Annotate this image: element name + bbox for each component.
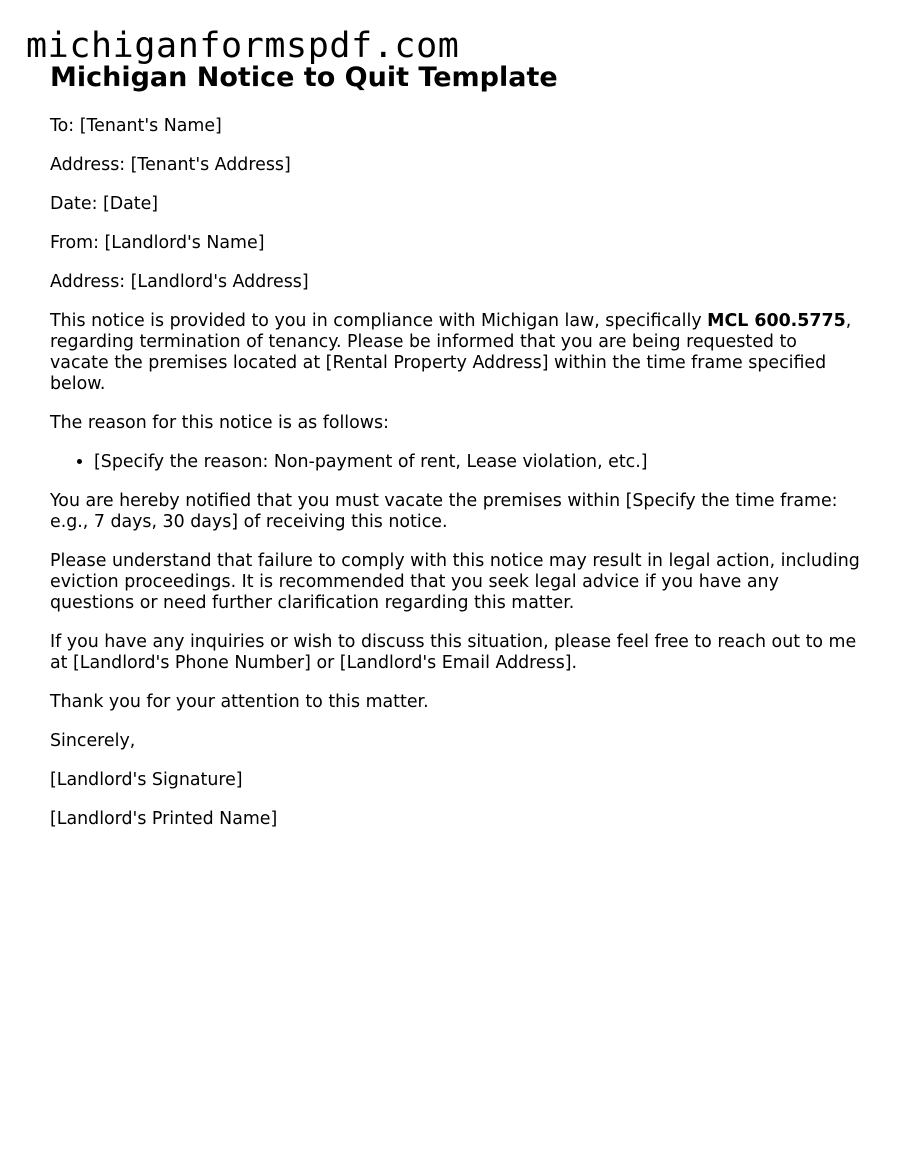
- thanks-line: Thank you for your attention to this matter.: [50, 692, 429, 712]
- site-watermark: michiganformspdf.com: [26, 26, 460, 66]
- compliance-paragraph: [50, 311, 860, 395]
- legal-paragraph: Please understand that failure to comply with this notice may result in legal action, including eviction proceedings. It is recommended that you seek legal advice if you have any questions or need further clarification regarding this matter.: [50, 551, 860, 613]
- reason-item: • [Specify the reason: Non-payment of rent, Lease violation, etc.]: [94, 452, 860, 473]
- from-line: From: [Landlord's Name]: [50, 233, 265, 253]
- compliance-text-after: , regarding termination of tenancy. Please be informed that you are being requested to vacate the premises located at [Rental Property Address] within the time frame specified below.: [50, 311, 852, 394]
- to-line: To: [Tenant's Name]: [50, 116, 222, 136]
- vacate-paragraph: You are hereby notified that you must vacate the premises within [Specify the time frame: e.g., 7 days, 30 days] of receiving this notice.: [50, 491, 838, 532]
- contact-paragraph: If you have any inquiries or wish to discuss this situation, please feel free to reach out to me at [Landlord's Phone Number] or [Landlord's Email Address].: [50, 632, 857, 673]
- tenant-address-line: Address: [Tenant's Address]: [50, 155, 291, 175]
- reason-intro: The reason for this notice is as follows:: [50, 413, 389, 433]
- closing-line: Sincerely,: [50, 731, 136, 751]
- landlord-address-line: Address: [Landlord's Address]: [50, 272, 309, 292]
- reason-list: [50, 452, 860, 473]
- signature-placeholder: [Landlord's Signature]: [50, 770, 243, 790]
- notice-document: [50, 60, 860, 830]
- compliance-text-before: This notice is provided to you in compliance with Michigan law, specifically: [50, 311, 708, 331]
- date-line: Date: [Date]: [50, 194, 159, 214]
- statute-reference: MCL 600.5775: [707, 311, 846, 331]
- document-title: Michigan Notice to Quit Template: [50, 62, 558, 93]
- printed-name-placeholder: [Landlord's Printed Name]: [50, 809, 278, 829]
